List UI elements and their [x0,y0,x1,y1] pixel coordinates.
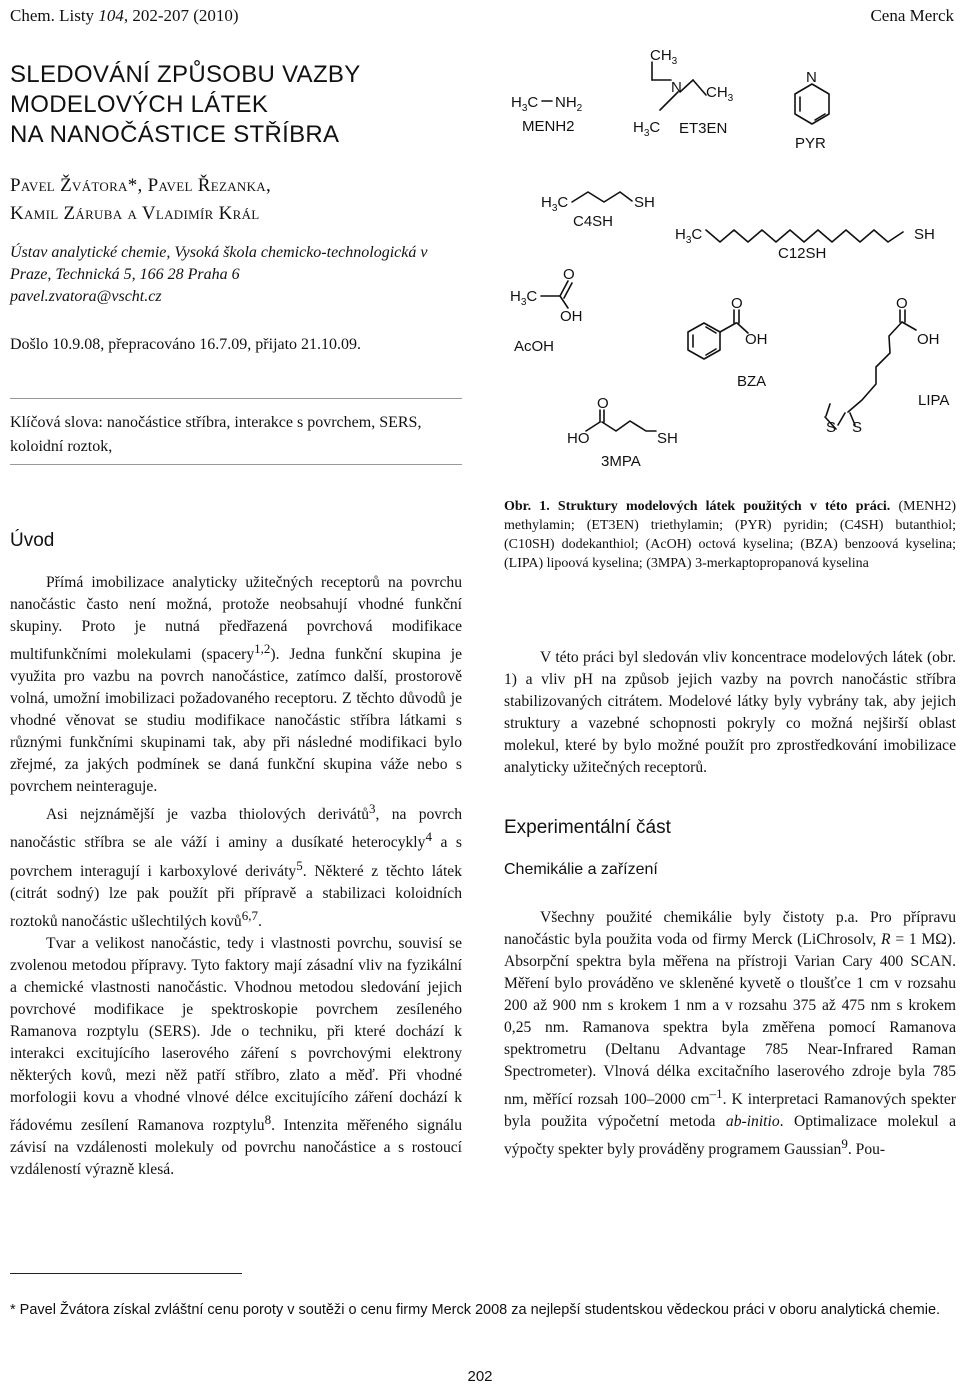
acoh-hydroxyl: OH [560,308,583,325]
bza-hydroxyl: OH [745,331,768,348]
mpa-hydroxyl: HO [567,430,590,447]
et3en-nitrogen: N [671,79,682,96]
c4sh-thiol: SH [634,194,655,211]
chemicals-subheading: Chemikálie a zařízení [504,861,658,878]
acoh-oxygen: O [563,266,575,283]
journal-volume: 104 [98,6,124,25]
et3en-methyl-right: $CH_3$ [706,84,734,104]
c12sh-thiol: SH [914,226,935,243]
mpa-thiol: SH [657,430,678,447]
page-number: 202 [467,1368,493,1385]
running-head-journal: Chem. Listy 104, 202-207 (2010) [10,6,239,25]
c12sh-label: C12SH [778,245,827,262]
author-email[interactable]: pavel.zvatora@vscht.cz [10,288,162,305]
experimental-heading: Experimentální část [504,817,671,838]
footnote: * Pavel Žvátora získal zvláštní cenu poroty v soutěži o cenu firmy Merck 2008 za nejlepší studentskou vědeckou práci v oboru analytická chemie. [10,1302,941,1318]
c12sh-carbon: $H_3C$ [675,226,703,246]
intro-paragraph-3: Tvar a velikost nanočástic, tedy i vlastnosti povrchu, souvisí se zvolenou metodou přípravy. Tyto faktory mají zásadní vliv na fyzikální a chemické vlastnosti nanočástic. Vhodnou metodou sledování jejich povrchové modifikace je spektroskopie povrchem zesíleného Ramanova rozptylu (SERS). Jde o techniku, při které dochází k interakci excitujícího laserového záření s povrchovými elektrony některých kovů, mezi něž patří stříbro, zlato a měď. Při vhodné morfologii kovu a vhodné vlnové délce excitujícího záření dochází k řádovému zesílení Ramanova rozptylu$^8$. Intenzita měřeného signálu závisí na vzdálenosti molekuly od povrchu nanočástice a s rostoucí vzdáleností výrazně klesá. [10,934,462,1179]
mpa-oxygen: O [597,395,609,412]
intro-paragraph-1: Přímá imobilizace analyticky užitečných receptorů na povrchu nanočástic často není možná, protože neobsahují vhodné funkční skupiny. Proto je nutná předřazená povrchová modifikace multifunkčními molekulami (spacery$^{1,2}$). Jedna funkční skupina je využita pro vazbu na povrch nanočástice, zatímco další, prostorově volná, umožní imobilizaci požadovaného receptoru. Z těchto důvodů je vhodné věnovat se studiu modifikace nanočástic stříbra látkami s různými funkčními skupinami tak, aby při následné modifikaci bylo zřejmé, za jakých podmínek se daná funkční skupina váže nebo s povrchem neinteraguje. [10,574,462,796]
et3en-methyl-bottom: $H_3C$ [633,119,661,139]
author-affiliation: Ústav analytické chemie, Vysoká škola chemicko-technologická v Praze, Technická 5, 166 28 Praha 6 pavel.zvatora@vscht.cz [10,242,450,308]
intro-paragraph-2: Asi nejznámější je vazba thiolových derivátů$^3$, na povrch nanočástic stříbra se ale váží i aminy a dusíkaté heterocykly$^4$ a s povrchem interagují i karboxylové deriváty$^5$. Některé z těchto látek (citrát sodný) lze pak použít při přípravě a stabilizaci koloidních roztoků nanočástic ušlechtilých kovů$^{6,7}$. [10,801,463,930]
menh2-carbon: $H_3C$ [511,94,539,114]
figure-caption-text: (MENH2) methylamin; (ET3EN) triethylamin; (PYR) pyridin; (C4SH) butanthiol; (C10SH) dodekanthiol; (AcOH) octová kyselina; (BZA) benzoová kyselina; (LIPA) lipoová kyselina; (3MPA) 3-merkaptopropanová kyselina [504,499,956,571]
et3en-methyl-top: $CH_3$ [650,47,678,67]
journal-pages: , 202-207 (2010) [123,6,239,25]
lipa-oxygen: O [896,295,908,312]
lipa-sulfur-left: S [826,419,837,436]
keywords-top-rule [10,398,462,399]
intro-heading: Úvod [10,530,55,551]
bza-label: BZA [737,373,767,390]
left-column [10,530,462,1181]
right-paragraph-1: V této práci byl sledován vliv koncentrace modelových látek (obr. 1) a vliv pH na způsob jejich vazby na povrch nanočástic stříbra stabilizovaných citrátem. Modelové látky byly vybrány tak, aby jejich struktury a vazebné schopnosti pokryly co možná nejširší oblast molekul, které by bylo možné použít pro zprostředkování imobilizace analyticky užitečných receptorů. [504,649,956,776]
acoh-label: AcOH [514,338,555,355]
acoh-carbon: $H_3C$ [510,288,538,308]
right-paragraph-2: Všechny použité chemikálie byly čistoty p.a. Pro přípravu nanočástic byla použita voda od firmy Merck (LiChrosolv, R = 1 MΩ). Absorpční spektra byla měřena na přístroji Varian Cary 400 SCAN. Měření bylo prováděno ve skleněné kyvetě o tloušťce 1 cm v rozsahu 200 až 900 nm s krokem 1 nm a v rozsahu 375 až 475 nm s krokem 0,25 nm. Ramanova spektra byla změřena pomocí Ramanova spektrometru (Deltanu Advantage 785 Near-Infrared Raman Spectrometer). Vlnová délka excitačního laserového zdroje byla 785 nm, měřící rozsah 100–2000 $cm^{-1}$. K interpretaci Ramanových spekter byla použita výpočetní metoda ab-initio. Optimalizace molekul a výpočty spekter byly prováděny programem Gaussian$^9$. Pou- [504,909,956,1159]
c4sh-carbon: $H_3C$ [541,194,569,214]
et3en-label: ET3EN [679,120,728,137]
menh2-label: MENH2 [522,118,575,135]
keywords: Klíčová slova: nanočástice stříbra, interakce s povrchem, SERS, koloidní roztok, [10,414,422,455]
lipa-label: LIPA [918,392,950,409]
figure-caption-title: Obr. 1. Struktury modelových látek použitých v této práci. [504,499,891,514]
footnote-rule [10,1273,242,1274]
right-column [504,647,956,1161]
keywords-bottom-rule [10,464,462,465]
running-head-award: Cena Merck [870,6,954,25]
article-authors: Pavel Žvátora*, Pavel Řezanka, Kamil Záruba a Vladimír Král [10,175,271,224]
c4sh-label: C4SH [573,213,614,230]
pyr-nitrogen: N [806,69,817,86]
figure-caption [504,497,956,573]
lipa-hydroxyl: OH [917,331,940,348]
figure-structures [500,40,960,480]
pyr-label: PYR [795,135,826,152]
lipa-sulfur-right: S [852,419,863,436]
received-dates: Došlo 10.9.08, přepracováno 16.7.09, přijato 21.10.09. [10,336,362,353]
mpa-label: 3MPA [601,453,641,470]
article-title: SLEDOVÁNÍ ZPŮSOBU VAZBY MODELOVÝCH LÁTEK NA NANOČÁSTICE STŘÍBRA [10,61,361,148]
menh2-amine: $NH_2$ [555,94,583,114]
bza-oxygen: O [731,295,743,312]
